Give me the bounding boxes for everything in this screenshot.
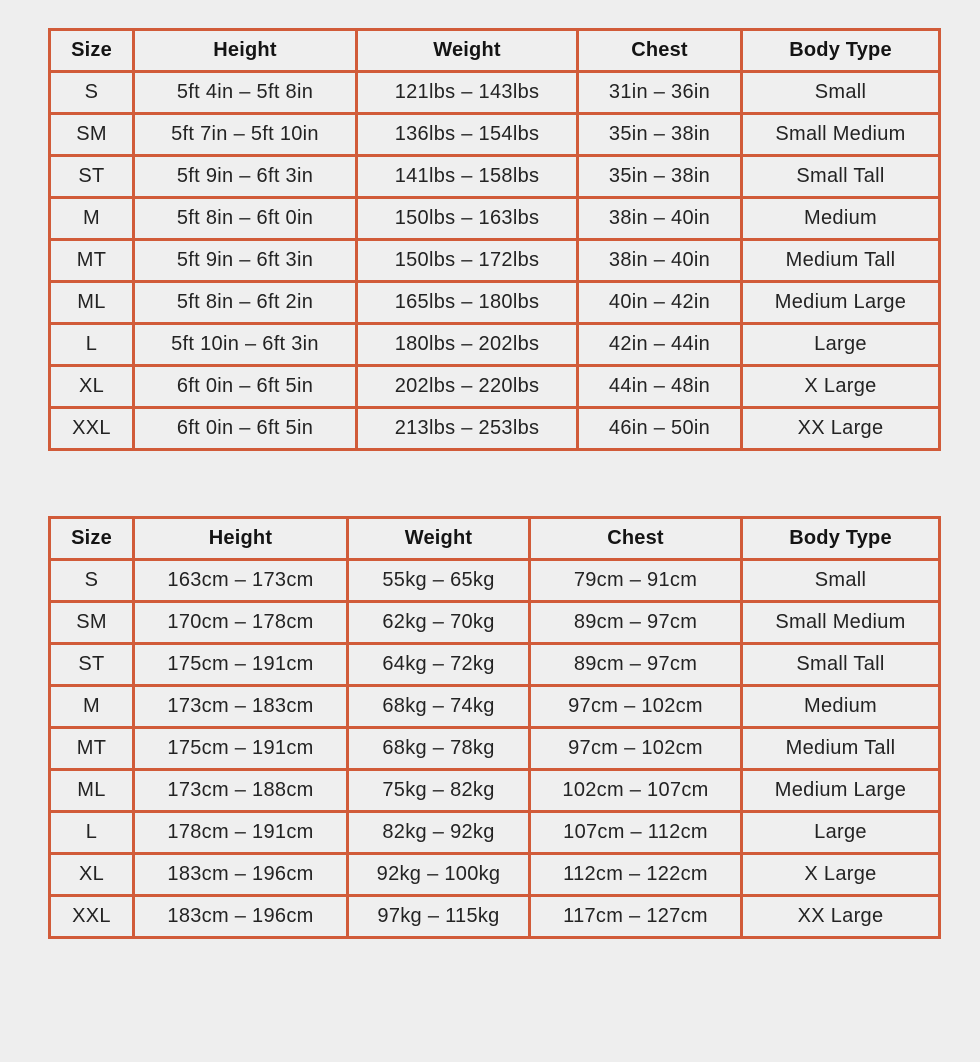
body-type-cell: Medium Large [742,770,940,812]
size-cell: ML [50,770,134,812]
size-cell: ML [50,282,134,324]
body-type-cell: X Large [742,854,940,896]
imperial-size-table [48,28,941,451]
body-type-cell: Small Tall [742,156,940,198]
chest-cell: 79cm – 91cm [530,560,742,602]
size-cell: XL [50,366,134,408]
body-type-cell: Small Tall [742,644,940,686]
body-type-cell: Medium Tall [742,728,940,770]
size-column-header: Size [50,518,134,560]
height-cell: 6ft 0in – 6ft 5in [134,408,357,450]
height-cell: 5ft 9in – 6ft 3in [134,240,357,282]
chest-cell: 31in – 36in [578,72,742,114]
chest-cell: 44in – 48in [578,366,742,408]
weight-cell: 97kg – 115kg [348,896,530,938]
size-cell: SM [50,602,134,644]
weight-column-header: Weight [348,518,530,560]
chest-cell: 89cm – 97cm [530,602,742,644]
weight-cell: 75kg – 82kg [348,770,530,812]
weight-cell: 62kg – 70kg [348,602,530,644]
chest-cell: 107cm – 112cm [530,812,742,854]
table-row [50,854,940,896]
weight-column-header: Weight [357,30,578,72]
size-cell: S [50,560,134,602]
height-cell: 5ft 8in – 6ft 2in [134,282,357,324]
chest-cell: 97cm – 102cm [530,728,742,770]
weight-cell: 180lbs – 202lbs [357,324,578,366]
chest-cell: 97cm – 102cm [530,686,742,728]
height-cell: 6ft 0in – 6ft 5in [134,366,357,408]
weight-cell: 150lbs – 163lbs [357,198,578,240]
body-type-cell: Small [742,560,940,602]
table-row [50,156,940,198]
body-type-cell: XX Large [742,408,940,450]
height-cell: 163cm – 173cm [134,560,348,602]
size-column-header: Size [50,30,134,72]
weight-cell: 64kg – 72kg [348,644,530,686]
weight-cell: 202lbs – 220lbs [357,366,578,408]
height-cell: 5ft 10in – 6ft 3in [134,324,357,366]
size-cell: M [50,686,134,728]
table-row [50,560,940,602]
chest-column-header: Chest [530,518,742,560]
size-cell: L [50,324,134,366]
weight-cell: 136lbs – 154lbs [357,114,578,156]
size-cell: SM [50,114,134,156]
weight-cell: 141lbs – 158lbs [357,156,578,198]
size-cell: ST [50,644,134,686]
body-type-cell: Large [742,812,940,854]
table-row [50,114,940,156]
body-type-cell: X Large [742,366,940,408]
table-row [50,728,940,770]
chest-cell: 102cm – 107cm [530,770,742,812]
body-type-cell: Small [742,72,940,114]
body-type-cell: Small Medium [742,602,940,644]
chest-cell: 35in – 38in [578,156,742,198]
height-cell: 175cm – 191cm [134,728,348,770]
chest-cell: 89cm – 97cm [530,644,742,686]
weight-cell: 55kg – 65kg [348,560,530,602]
size-cell: XXL [50,896,134,938]
table-row [50,366,940,408]
size-cell: S [50,72,134,114]
metric-size-table [48,516,941,939]
chest-cell: 117cm – 127cm [530,896,742,938]
weight-cell: 213lbs – 253lbs [357,408,578,450]
size-cell: MT [50,240,134,282]
body-type-cell: Small Medium [742,114,940,156]
table-row [50,896,940,938]
table-row [50,686,940,728]
height-column-header: Height [134,30,357,72]
body-type-cell: Medium [742,686,940,728]
table-row [50,324,940,366]
weight-cell: 150lbs – 172lbs [357,240,578,282]
size-cell: M [50,198,134,240]
weight-cell: 68kg – 78kg [348,728,530,770]
body-type-column-header: Body Type [742,30,940,72]
height-cell: 173cm – 183cm [134,686,348,728]
table-row [50,602,940,644]
height-cell: 5ft 7in – 5ft 10in [134,114,357,156]
height-cell: 5ft 9in – 6ft 3in [134,156,357,198]
size-cell: XXL [50,408,134,450]
weight-cell: 92kg – 100kg [348,854,530,896]
body-type-cell: Medium [742,198,940,240]
height-cell: 173cm – 188cm [134,770,348,812]
chest-cell: 112cm – 122cm [530,854,742,896]
body-type-cell: Large [742,324,940,366]
chest-cell: 46in – 50in [578,408,742,450]
height-cell: 178cm – 191cm [134,812,348,854]
height-cell: 183cm – 196cm [134,854,348,896]
height-cell: 5ft 4in – 5ft 8in [134,72,357,114]
table-row [50,812,940,854]
weight-cell: 82kg – 92kg [348,812,530,854]
table-row [50,198,940,240]
size-cell: MT [50,728,134,770]
height-cell: 175cm – 191cm [134,644,348,686]
body-type-cell: XX Large [742,896,940,938]
table-row [50,240,940,282]
chest-cell: 38in – 40in [578,240,742,282]
table-row [50,408,940,450]
table-header-row [50,518,940,560]
table-row [50,282,940,324]
weight-cell: 121lbs – 143lbs [357,72,578,114]
chest-cell: 35in – 38in [578,114,742,156]
chest-cell: 38in – 40in [578,198,742,240]
body-type-cell: Medium Large [742,282,940,324]
size-cell: L [50,812,134,854]
size-cell: XL [50,854,134,896]
weight-cell: 68kg – 74kg [348,686,530,728]
table-row [50,644,940,686]
height-column-header: Height [134,518,348,560]
table-row [50,770,940,812]
table-header-row [50,30,940,72]
body-type-column-header: Body Type [742,518,940,560]
chest-cell: 40in – 42in [578,282,742,324]
height-cell: 183cm – 196cm [134,896,348,938]
chest-column-header: Chest [578,30,742,72]
body-type-cell: Medium Tall [742,240,940,282]
height-cell: 170cm – 178cm [134,602,348,644]
table-row [50,72,940,114]
chest-cell: 42in – 44in [578,324,742,366]
height-cell: 5ft 8in – 6ft 0in [134,198,357,240]
size-cell: ST [50,156,134,198]
weight-cell: 165lbs – 180lbs [357,282,578,324]
